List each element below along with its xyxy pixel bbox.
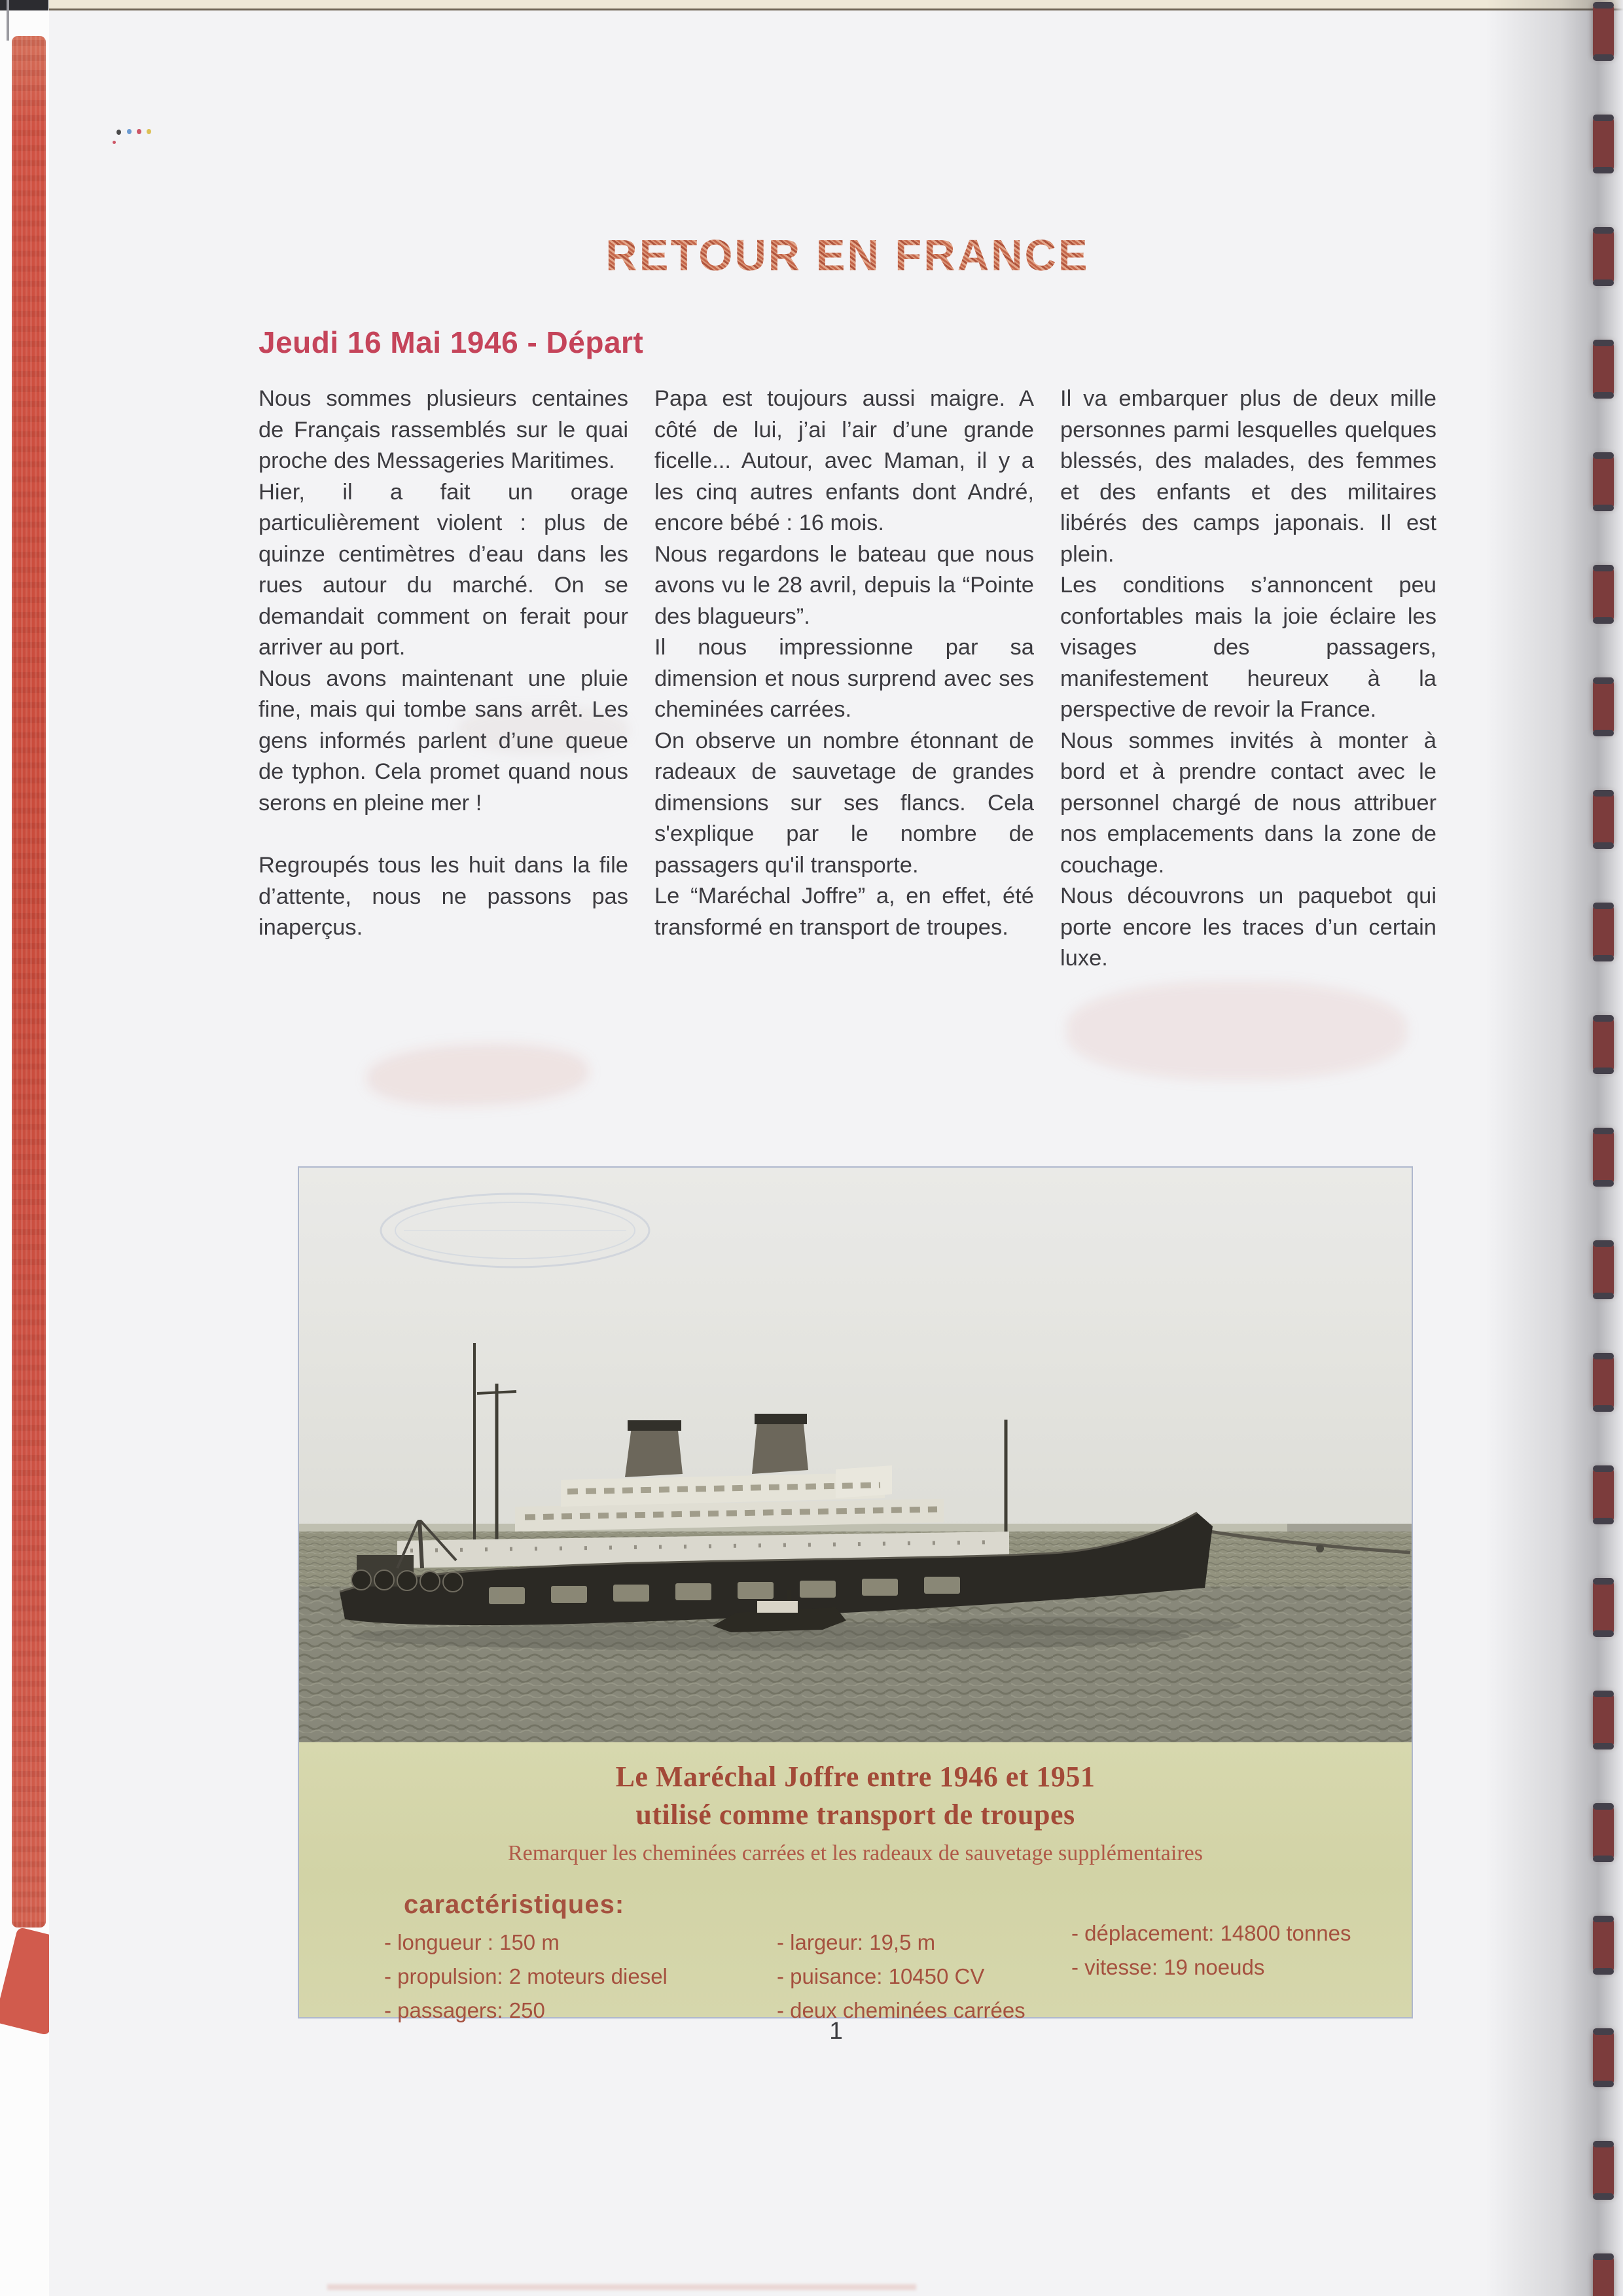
paragraph: Le “Maréchal Joffre” a, en effet, été transformé en transport de troupes.	[654, 884, 1034, 940]
paragraph: Hier, il a fait un orage particulièrement violent : plus de quinze centimètres d’eau dans les rues autour du marché. On se demandait comment on ferait pour arriver au port.	[259, 479, 628, 660]
paragraph: Il nous impressionne par sa dimension et nous surprend avec ses cheminées carrées.	[654, 635, 1034, 722]
ship-photo	[299, 1168, 1412, 1742]
characteristic-item: - puisance: 10450 CV	[777, 1964, 985, 1988]
characteristics-list-3	[1071, 1916, 1351, 1984]
paragraph: Nous avons maintenant une pluie fine, mais qui tombe sans arrêt. Les gens informés parlent d’une queue de typhon. Cela promet quand nous serons en pleine mer !	[259, 666, 628, 816]
characteristics-panel	[299, 1878, 1412, 2022]
comb-binding-segment	[1593, 342, 1614, 397]
comb-binding-segment	[1593, 1130, 1614, 1185]
comb-binding	[1593, 0, 1615, 2296]
characteristics-list-1	[384, 1926, 668, 2028]
characteristic-item: - deux cheminées carrées	[777, 1998, 1026, 2022]
comb-binding-segment	[1593, 2030, 1614, 2085]
comb-binding-segment	[1593, 679, 1614, 734]
caption-line-2: utilisé comme transport de troupes	[635, 1799, 1075, 1831]
characteristic-item: - propulsion: 2 moteurs diesel	[384, 1964, 668, 1988]
paragraph: Nous sommes invités à monter à bord et à prendre contact avec le personnel chargé de nous attribuer nos emplacements dans la zone de couchage.	[1060, 728, 1436, 878]
paragraph: Il va embarquer plus de deux mille personnes parmi lesquelles quelques blessés, des malades, des femmes et des enfants et des militaires libérés des camps japonais. Il est plein.	[1060, 386, 1436, 567]
caption-line-3: Remarquer les cheminées carrées et les radeaux de sauvetage supplémentaires	[507, 1841, 1203, 1865]
paragraph: On observe un nombre étonnant de radeaux de sauvetage de grandes dimensions sur ses flancs. Cela s'explique par le nombre de passagers qu'il transporte.	[654, 728, 1034, 878]
characteristic-item: - longueur : 150 m	[384, 1930, 560, 1954]
comb-binding-segment	[1593, 229, 1614, 284]
comb-binding-segment	[1593, 1918, 1614, 1973]
comb-binding-segment	[1593, 454, 1614, 509]
photo-caption	[299, 1742, 1412, 1878]
paragraph: Nous sommes plusieurs centaines de Français rassemblés sur le quai proche des Messageries Maritimes.	[259, 386, 628, 473]
paragraph: Nous regardons le bateau que nous avons vu le 28 avril, depuis la “Pointe des blagueurs”.	[654, 541, 1034, 629]
scan-bottom-artifact	[327, 2284, 916, 2290]
comb-binding-segment	[1593, 4, 1614, 59]
page-top-edge	[49, 0, 1623, 10]
article-body	[259, 384, 1436, 975]
characteristics-heading: caractéristiques:	[404, 1890, 625, 1919]
article-column-1	[259, 384, 628, 975]
comb-binding-segment	[1593, 2143, 1614, 2198]
ship-illustration	[299, 1168, 1412, 1742]
book-cover-red-edge	[12, 36, 46, 1928]
page-number: 1	[829, 2017, 843, 2044]
comb-binding-segment	[1593, 1242, 1614, 1297]
characteristics-list-2	[777, 1926, 1026, 2028]
comb-binding-segment	[1593, 567, 1614, 622]
scan-edge-line	[7, 0, 9, 41]
characteristic-item: - déplacement: 14800 tonnes	[1071, 1921, 1351, 1945]
comb-binding-segment	[1593, 1805, 1614, 1860]
comb-binding-segment	[1593, 117, 1614, 171]
paragraph: Les conditions s’annoncent peu confortables mais la joie éclaire les visages des passagers, manifestement heureux à la perspective de revoir la France.	[1060, 573, 1436, 722]
characteristic-item: - largeur: 19,5 m	[777, 1930, 936, 1954]
comb-binding-segment	[1593, 1467, 1614, 1522]
registration-dots	[116, 126, 162, 149]
article-column-2	[654, 384, 1034, 975]
comb-binding-segment	[1593, 1693, 1614, 1748]
page-title: RETOUR EN FRANCE	[605, 231, 1090, 280]
comb-binding-segment	[1593, 1355, 1614, 1410]
paragraph: Papa est toujours aussi maigre. A côté de lui, j’ai l’air d’une grande ficelle... Autour, avec Maman, il y a les cinq autres enfants dont André, encore bébé : 16 mois.	[654, 386, 1034, 535]
comb-binding-segment	[1593, 1580, 1614, 1635]
characteristic-item: - passagers: 250	[384, 1998, 545, 2022]
caption-line-1: Le Maréchal Joffre entre 1946 et 1951	[615, 1761, 1096, 1793]
article-column-3	[1060, 384, 1436, 975]
paragraph: Nous découvrons un paquebot qui porte encore les traces d’un certain luxe.	[1060, 884, 1436, 971]
date-heading: Jeudi 16 Mai 1946 - Départ	[259, 325, 644, 359]
comb-binding-segment	[1593, 1017, 1614, 1072]
characteristic-item: - vitesse: 19 noeuds	[1071, 1955, 1265, 1979]
ship-photo-figure	[298, 1166, 1413, 2022]
paragraph: Regroupés tous les huit dans la file d’attente, nous ne passons pas inaperçus.	[259, 853, 628, 940]
comb-binding-segment	[1593, 905, 1614, 960]
comb-binding-segment	[1593, 2255, 1614, 2296]
comb-binding-segment	[1593, 792, 1614, 847]
